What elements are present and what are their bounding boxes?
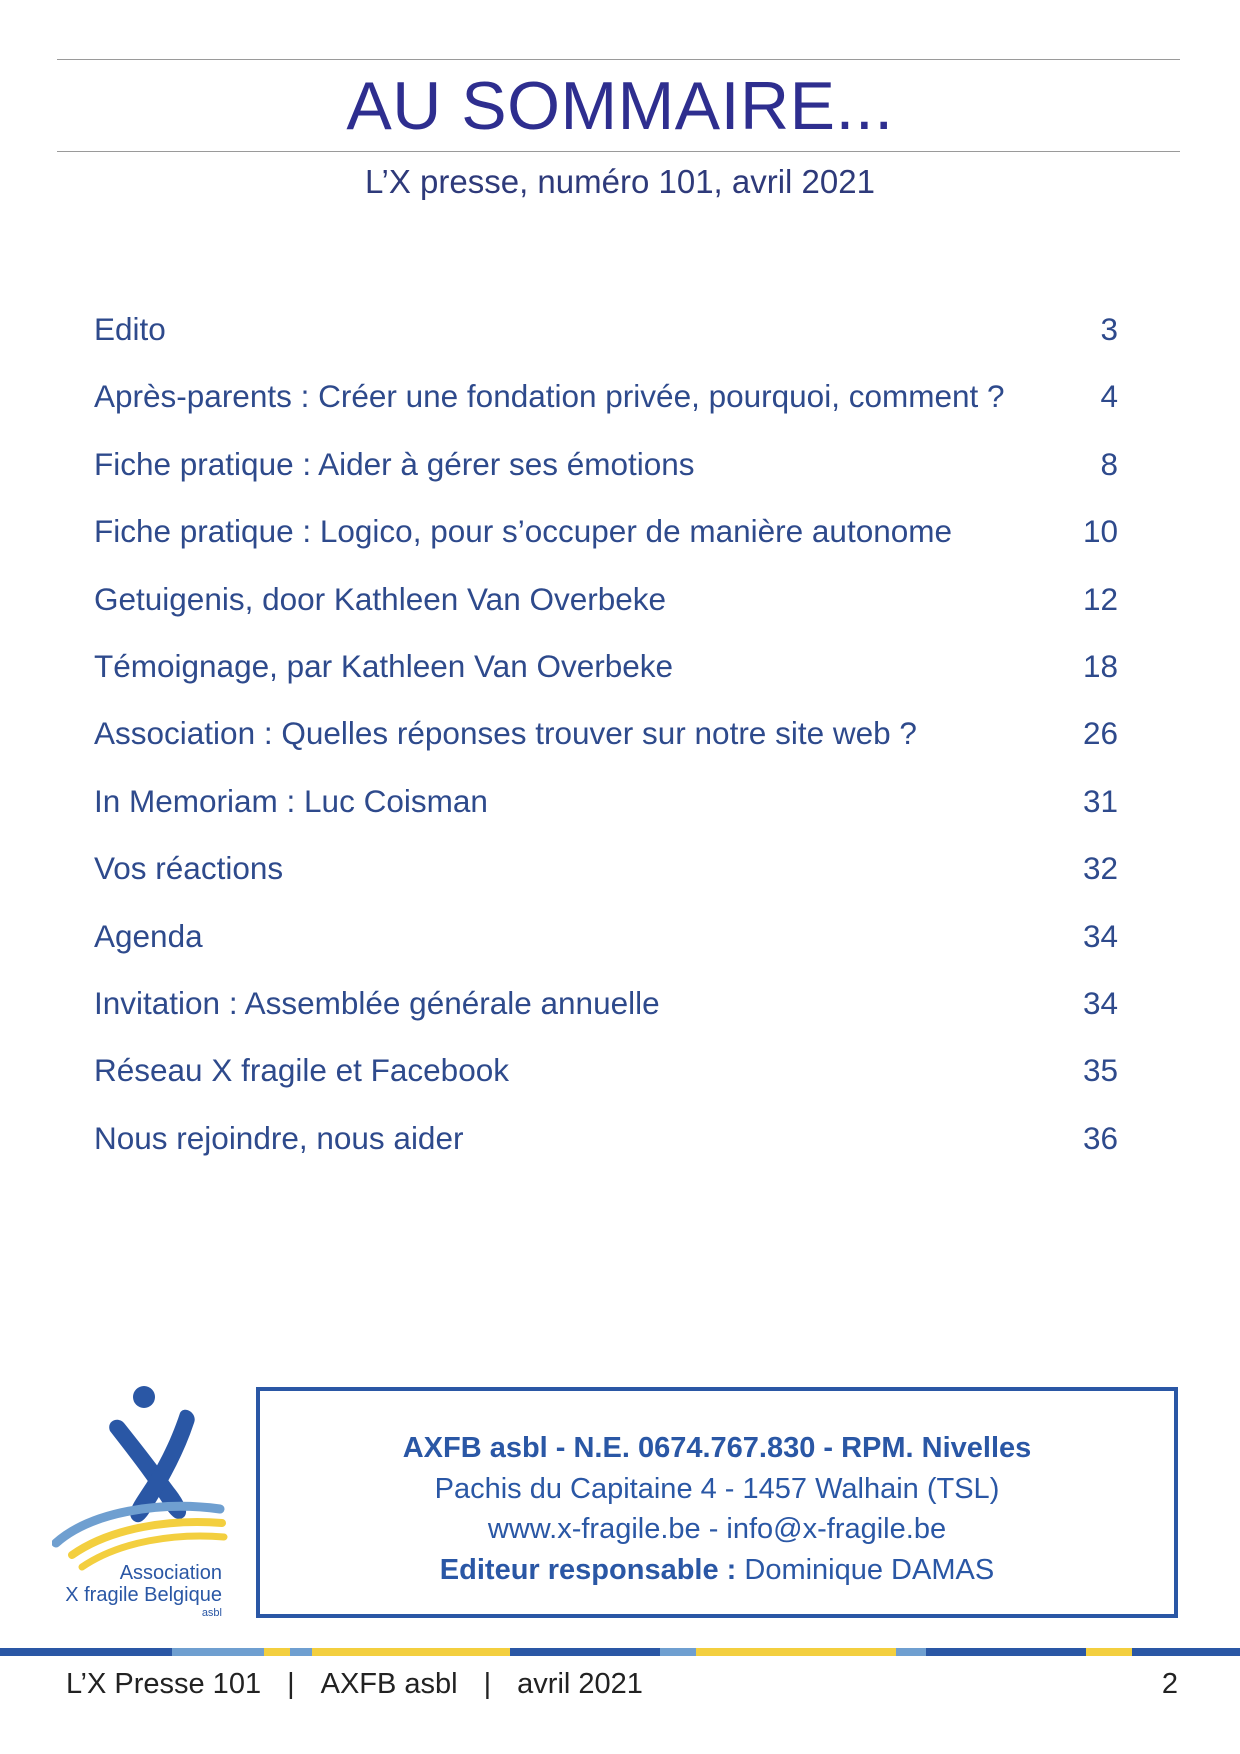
toc-entry-title: Edito	[94, 311, 166, 347]
toc-entry-page: 10	[1082, 513, 1118, 550]
toc-entry[interactable]	[94, 846, 1118, 913]
toc-entry[interactable]	[94, 779, 1118, 846]
footer-page-number: 2	[1161, 1668, 1178, 1700]
toc-entry[interactable]	[94, 442, 1118, 509]
footer-organization: AXFB asbl	[320, 1668, 458, 1700]
toc-entry[interactable]	[94, 307, 1118, 374]
info-web-email[interactable]: www.x-fragile.be - info@x-fragile.be	[487, 1513, 947, 1545]
toc-entry-page: 34	[1082, 984, 1118, 1021]
toc-entry-page: 34	[1082, 917, 1118, 954]
toc-entry-title: Témoignage, par Kathleen Van Overbeke	[94, 647, 674, 684]
footer-date: avril 2021	[517, 1668, 643, 1700]
editor-name: Dominique DAMAS	[744, 1553, 995, 1586]
toc-entry-page: 18	[1082, 647, 1118, 684]
toc-entry[interactable]	[94, 1048, 1118, 1115]
toc-entry-title: In Memoriam : Luc Coisman	[94, 782, 488, 819]
title-rule	[57, 151, 1180, 152]
toc-entry[interactable]	[94, 1116, 1118, 1183]
toc-entry-title: Association : Quelles réponses trouver sur notre site web ?	[94, 715, 917, 752]
footer-stripe	[0, 1648, 1240, 1656]
logo-text-association: Association	[119, 1562, 222, 1584]
table-of-contents	[94, 307, 1118, 1183]
logo-text-name: X fragile Belgique	[65, 1584, 222, 1606]
logo-text-asbl: asbl	[201, 1607, 222, 1619]
info-registration: AXFB asbl - N.E. 0674.767.830 - RPM. Nivelles	[402, 1432, 1032, 1464]
toc-entry-title: Getuigenis, door Kathleen Van Overbeke	[94, 580, 667, 617]
issue-subtitle: L’X presse, numéro 101, avril 2021	[365, 163, 875, 200]
page-title: AU SOMMAIRE...	[346, 68, 894, 144]
logo-head-icon	[133, 1386, 155, 1408]
toc-entry-title: Fiche pratique : Aider à gérer ses émotions	[94, 445, 695, 482]
toc-entry-page: 35	[1082, 1052, 1118, 1089]
toc-entry-page: 36	[1082, 1119, 1118, 1156]
toc-entry[interactable]	[94, 644, 1118, 711]
toc-entry-title: Vos réactions	[94, 850, 284, 887]
toc-entry-page: 4	[1100, 378, 1118, 415]
toc-entry-title: Après-parents : Créer une fondation privée, pourquoi, comment ?	[94, 378, 1005, 415]
editor-label: Editeur responsable :	[439, 1553, 737, 1586]
axfb-logo	[52, 1383, 242, 1623]
info-editor	[260, 1550, 1174, 1591]
toc-entry[interactable]	[94, 374, 1118, 441]
footer-separator: |	[287, 1668, 295, 1700]
toc-entry-page: 32	[1082, 850, 1118, 887]
toc-entry[interactable]	[94, 509, 1118, 576]
toc-entry-title: Nous rejoindre, nous aider	[94, 1119, 464, 1156]
toc-entry[interactable]	[94, 711, 1118, 778]
toc-entry-title: Invitation : Assemblée générale annuelle	[94, 984, 660, 1021]
top-rule	[57, 59, 1180, 60]
toc-entry-title: Réseau X fragile et Facebook	[94, 1052, 509, 1089]
toc-entry-title: Agenda	[94, 917, 203, 954]
footer-separator: |	[483, 1668, 492, 1700]
toc-entry-title: Fiche pratique : Logico, pour s’occuper de manière autonome	[94, 513, 953, 550]
toc-entry[interactable]	[94, 577, 1118, 644]
toc-entry-page: 8	[1100, 445, 1118, 482]
toc-entry-page: 3	[1100, 311, 1118, 347]
info-address: Pachis du Capitaine 4 - 1457 Walhain (TSL)	[434, 1472, 1000, 1505]
footer-publication: L’X Presse 101	[66, 1668, 262, 1700]
toc-entry-page: 26	[1082, 715, 1118, 752]
page-footer	[66, 1664, 1178, 1704]
toc-entry[interactable]	[94, 914, 1118, 981]
publisher-info-box	[256, 1387, 1178, 1618]
toc-entry-page: 31	[1082, 782, 1118, 819]
toc-entry[interactable]	[94, 981, 1118, 1048]
toc-entry-page: 12	[1082, 580, 1118, 617]
